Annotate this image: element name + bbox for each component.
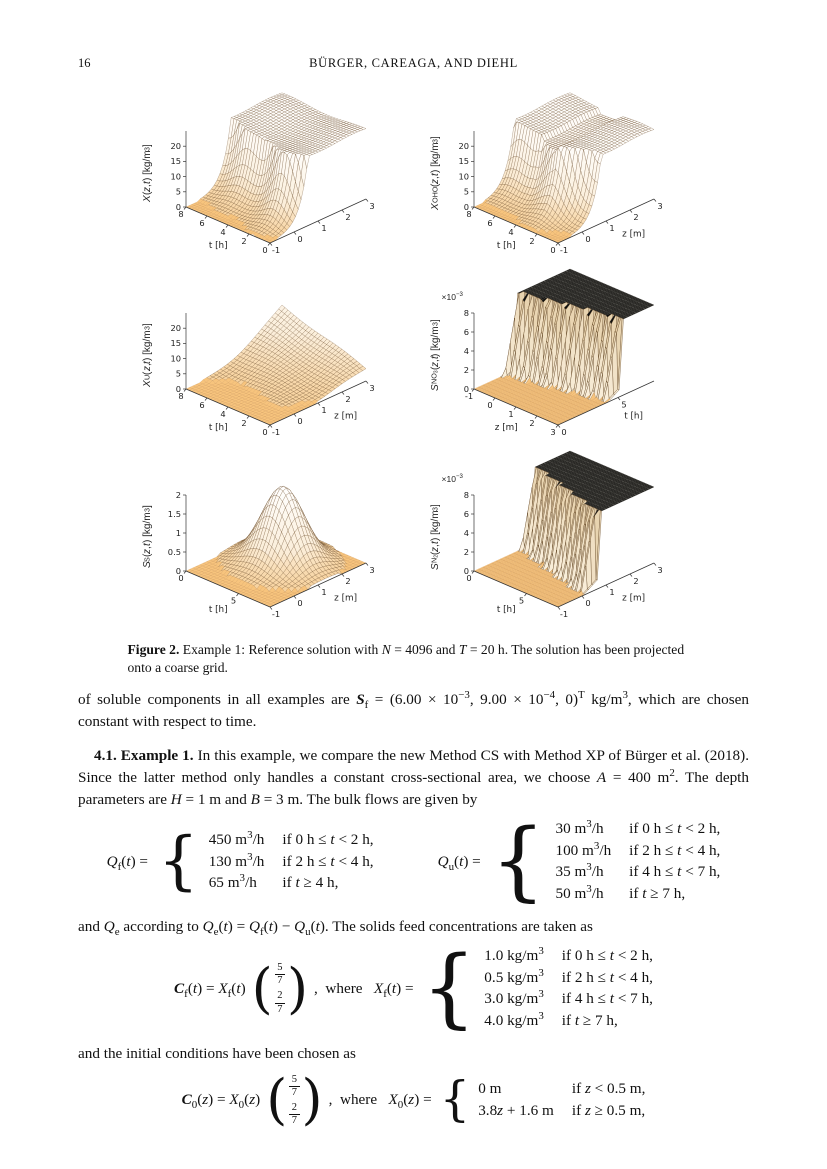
case-condition: if 2 h ≤ t < 4 h, [561,968,653,986]
case-value: 35 $m^3/h$ [555,861,604,881]
case-condition: if 4 h ≤ t < 7 h, [629,863,721,881]
plot-X [139,83,401,263]
figure-caption-text: Example 1: Reference solution with N = 4096 and T = 20 h. The solution has been projected onto a coarse grid. [127,642,685,676]
figure-grid [0,83,827,627]
y-axis-label: X U ( z , t ) [kg/m 3 ] [141,323,153,387]
figure-caption [128,641,700,677]
body-text [78,689,749,1132]
case-condition: if t ≥ 4 h, [282,874,339,892]
fraction-5-7: $\frac{5}{7}$ [275,962,285,987]
case-value: 1.0 $kg/m^3$ [484,945,544,965]
surface-canvas-X [139,83,401,263]
cases-qu [555,819,720,904]
case-value: 3.0 $kg/m^3$ [484,988,544,1008]
exponent-label: $\times 10^{-3}$ [441,473,463,484]
vector-entries [289,1074,299,1127]
y-axis-label: X ( z , t ) [kg/m 3 ] [141,144,153,202]
eq-cf-lhs: $C_f(t) = X_f(t)$ [174,979,246,1000]
case-condition: if z ≥ 0.5 m, [571,1101,646,1119]
cases-brace: { [490,811,546,911]
left-paren: ( [266,1068,288,1132]
plot-X-OHO [427,83,689,263]
left-paren: ( [251,957,273,1021]
y-axis-label: S $NO_3$ ( z , t ) [kg/m 3 ] [428,319,441,391]
case-value: 3.8z + 1.6 m [478,1101,554,1119]
column-vector [251,957,309,1021]
cases-brace: { [439,1071,471,1128]
case-condition: if 0 h ≤ t < 2 h, [629,820,721,838]
case-condition: if z < 0.5 m, [571,1080,646,1098]
y-axis-label: S S ( z , t ) [kg/m 3 ] [141,505,153,569]
figure-2 [0,83,827,677]
plot-S-S [139,447,401,627]
eq-qu-lhs: $Q_u(t)$ = [437,852,481,873]
case-value: 30 $m^3/h$ [555,818,604,838]
equation-bulk-flows [78,811,749,911]
case-condition: if 0 h ≤ t < 2 h, [561,947,653,965]
y-axis-label: X OHO ( z , t ) [kg/m 3 ] [429,135,441,211]
fraction-2-7: $\frac{2}{7}$ [275,990,285,1015]
case-condition: if 2 h ≤ t < 4 h, [629,841,721,859]
cases-brace: { [157,824,199,899]
vector-entries [275,962,285,1015]
case-condition: if 2 h ≤ t < 4 h, [282,852,374,870]
plot-S-NO3 [427,265,689,445]
surface-canvas-X-U [139,265,401,445]
page-number: 16 [78,56,91,70]
surface-canvas-S-N2 [427,447,689,627]
right-paren: ) [301,1068,323,1132]
cases-x0 [478,1079,645,1121]
case-value: 0 m [478,1080,502,1098]
eq-qf-lhs: $Q_f(t)$ = [106,852,148,873]
page-header [78,0,749,71]
case-condition: if t ≥ 7 h, [629,884,686,902]
case-value: 65 $m^3/h$ [208,872,257,892]
cases-xf [484,946,653,1031]
surface-canvas-X-OHO [427,83,689,263]
case-condition: if 4 h ≤ t < 7 h, [561,990,653,1008]
case-condition: if 0 h ≤ t < 2 h, [282,831,374,849]
case-value: 100 $m^3/h$ [555,839,612,859]
fraction-2-7: $\frac{2}{7}$ [289,1102,299,1127]
paragraph-initial-conditions: and the initial conditions have been chosen as [78,1045,356,1063]
exponent-label: $\times 10^{-3}$ [441,291,463,302]
fraction-5-7: $\frac{5}{7}$ [289,1074,299,1099]
paragraph-qe: and $Q_e$ according to $Q_e(t) = Q_f(t) - Q_u(t)$. The solids feed concentrations are taken as [78,918,593,939]
cases-brace: { [421,938,477,1039]
eq-c0-where: , where $X_0(z)$ = [328,1091,432,1112]
column-vector [266,1068,323,1132]
cases-qf [209,830,374,894]
plot-S-N2 [427,447,689,627]
eq-cf-where: , where $X_f(t)$ = [314,979,414,1000]
plot-X-U [139,265,401,445]
surface-canvas-S-NO3 [427,265,689,445]
running-head: BÜRGER, CAREAGA, AND DIEHL [309,56,518,70]
case-value: 4.0 $kg/m^3$ [484,1009,544,1029]
paragraph-example-1: 4.1. Example 1. In this example, we compare the new Method CS with Method XP of Bürger et al. (2018). Since the latter method only handles a constant cross-sectional area, we choose A = 400 $m^2$. The depth parameters are H = 1 m and B = 3 m. The bulk flows are given by [78,747,749,809]
case-value: 130 $m^3/h$ [208,850,265,870]
equation-feed-concentrations [78,938,749,1039]
y-axis-label: S $N_2$ ( z , t ) [kg/m 3 ] [428,504,441,571]
equation-qu [437,811,721,911]
paragraph-soluble-components: of soluble components in all examples are $S_f = (6.00 \times 10^{-3}$, $9.00 \times 10^{-4}$, 0)$^T$ $kg/m^3$, which are chosen constant with respect to time. [78,689,749,731]
figure-caption-label: Figure 2. [127,642,180,657]
equation-initial-conditions [78,1068,749,1132]
right-paren: ) [286,957,309,1021]
case-value: 450 $m^3/h$ [208,829,265,849]
eq-c0-lhs: $C_0(z) = X_0(z)$ [181,1091,261,1112]
case-value: 0.5 $kg/m^3$ [484,966,544,986]
equation-qf [106,824,374,899]
surface-canvas-S-S [139,447,401,627]
case-condition: if t ≥ 7 h, [561,1011,618,1029]
case-value: 50 $m^3/h$ [555,882,604,902]
